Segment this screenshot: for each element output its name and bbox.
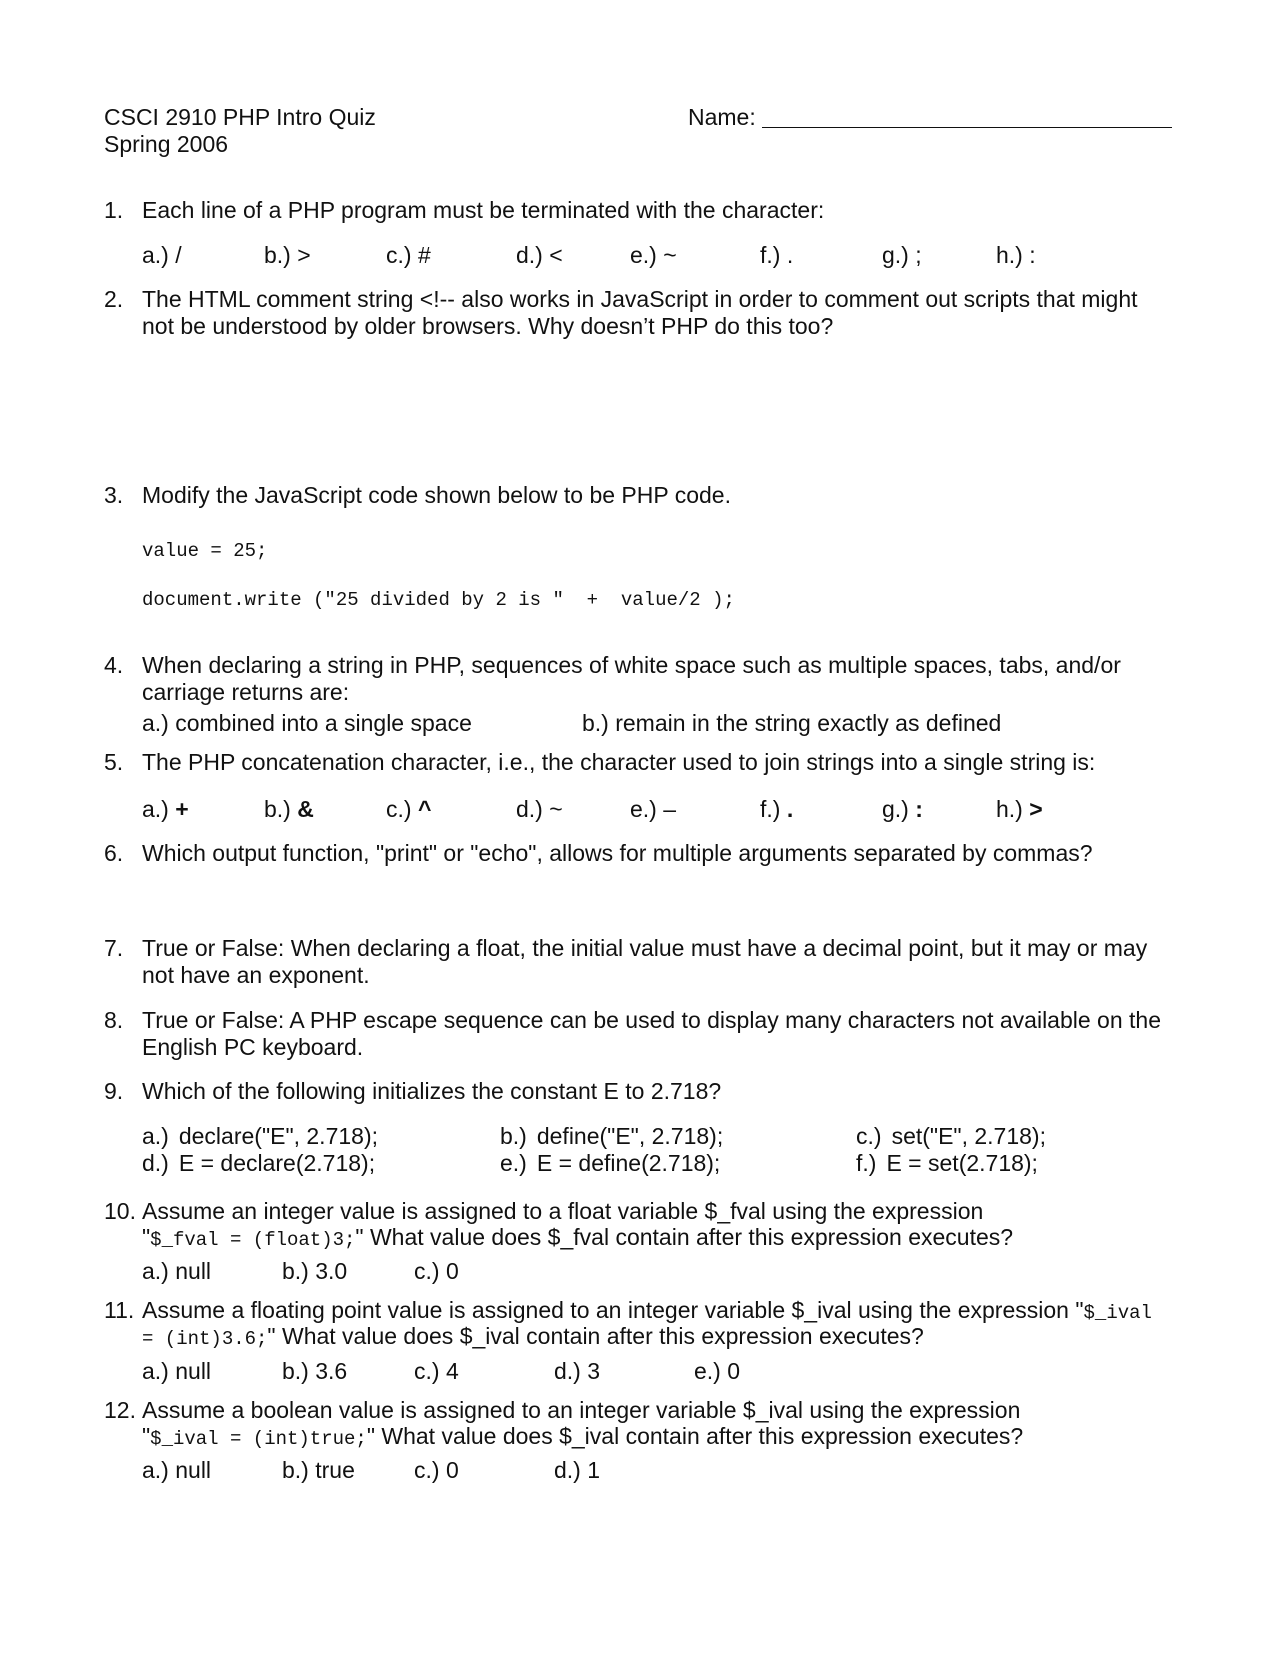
q11-option-d: d.) 3 bbox=[554, 1358, 601, 1384]
q10-line2: "$_fval = (float)3;" What value does $_fval contain after this expression executes? bbox=[142, 1224, 1014, 1251]
q10-option-c: c.) 0 bbox=[414, 1258, 459, 1284]
name-label: Name: bbox=[688, 104, 756, 130]
q10-number: 10. bbox=[104, 1198, 136, 1224]
q2-line1: The HTML comment string <!-- also works in JavaScript in order to comment out scripts that might bbox=[142, 286, 1138, 312]
q1-option-h: h.) : bbox=[996, 242, 1036, 268]
q12-line1: Assume a boolean value is assigned to an integer variable $_ival using the expression bbox=[142, 1397, 1021, 1423]
q8-number: 8. bbox=[104, 1007, 124, 1033]
q10-code: $_fval = (float)3; bbox=[150, 1229, 356, 1251]
q6-number: 6. bbox=[104, 840, 124, 866]
q5-option-c: c.) ^ bbox=[386, 796, 432, 822]
q4-line1: When declaring a string in PHP, sequences of white space such as multiple spaces, tabs, and/or bbox=[142, 652, 1121, 678]
q10-option-a: a.) null bbox=[142, 1258, 212, 1284]
q12-option-d: d.) 1 bbox=[554, 1457, 601, 1483]
q7-line1: True or False: When declaring a float, the initial value must have a decimal point, but it may or may bbox=[142, 935, 1148, 961]
q5-option-a: a.) + bbox=[142, 796, 189, 822]
q11-line2: = (int)3.6;" What value does $_ival contain after this expression executes? bbox=[142, 1323, 924, 1350]
q11-option-c: c.) 4 bbox=[414, 1358, 459, 1384]
q5-number: 5. bbox=[104, 749, 124, 775]
q4-line2: carriage returns are: bbox=[142, 679, 350, 705]
q5-option-b: b.) & bbox=[264, 796, 314, 822]
q12-code: $_ival = (int)true; bbox=[150, 1428, 367, 1450]
q12-option-b: b.) true bbox=[282, 1457, 355, 1483]
q9-option-e: e.) E = define(2.718); bbox=[500, 1150, 721, 1176]
q9-option-d: d.) E = declare(2.718); bbox=[142, 1150, 376, 1176]
q2-number: 2. bbox=[104, 286, 124, 312]
q11-number: 11. bbox=[104, 1297, 135, 1323]
q5-option-f: f.) . bbox=[760, 796, 794, 822]
q8-line2: English PC keyboard. bbox=[142, 1034, 364, 1060]
q1-number: 1. bbox=[104, 197, 124, 223]
q9-number: 9. bbox=[104, 1078, 124, 1104]
q5-option-d: d.) ~ bbox=[516, 796, 563, 822]
q4-option-b: b.) remain in the string exactly as defined bbox=[582, 710, 1002, 736]
term: Spring 2006 bbox=[104, 131, 229, 157]
q9-option-f: f.) E = set(2.718); bbox=[856, 1150, 1038, 1176]
q9-option-c: c.) set("E", 2.718); bbox=[856, 1123, 1046, 1149]
q1-option-b: b.) > bbox=[264, 242, 311, 268]
q9-text: Which of the following initializes the constant E to 2.718? bbox=[142, 1078, 722, 1104]
q11-code: = (int)3.6; bbox=[142, 1328, 268, 1350]
q9-option-b: b.) define("E", 2.718); bbox=[500, 1123, 724, 1149]
q4-number: 4. bbox=[104, 652, 124, 678]
q1-option-f: f.) . bbox=[760, 242, 794, 268]
q3-text: Modify the JavaScript code shown below to be PHP code. bbox=[142, 482, 731, 508]
q1-option-d: d.) < bbox=[516, 242, 563, 268]
q1-option-c: c.) # bbox=[386, 242, 431, 268]
q1-option-e: e.) ~ bbox=[630, 242, 677, 268]
q7-line2: not have an exponent. bbox=[142, 962, 370, 988]
course-title: CSCI 2910 PHP Intro Quiz bbox=[104, 104, 376, 130]
q12-line2: "$_ival = (int)true;" What value does $_ival contain after this expression executes? bbox=[142, 1423, 1024, 1450]
q12-option-c: c.) 0 bbox=[414, 1457, 459, 1483]
q12-option-a: a.) null bbox=[142, 1457, 212, 1483]
q9-option-a: a.) declare("E", 2.718); bbox=[142, 1123, 378, 1149]
q1-text: Each line of a PHP program must be terminated with the character: bbox=[142, 197, 825, 223]
q1-option-a: a.) / bbox=[142, 242, 182, 268]
q5-text: The PHP concatenation character, i.e., the character used to join strings into a single string is: bbox=[142, 749, 1096, 775]
q5-option-g: g.) : bbox=[882, 796, 923, 822]
q10-line1: Assume an integer value is assigned to a float variable $_fval using the expression bbox=[142, 1198, 984, 1224]
q4-option-a: a.) combined into a single space bbox=[142, 710, 472, 736]
q11-option-e: e.) 0 bbox=[694, 1358, 741, 1384]
q7-number: 7. bbox=[104, 935, 124, 961]
q2-line2: not be understood by older browsers. Why doesn’t PHP do this too? bbox=[142, 313, 834, 339]
q11-line1: Assume a floating point value is assigned to an integer variable $_ival using the expression "$_ival bbox=[142, 1297, 1152, 1324]
q6-text: Which output function, "print" or "echo", allows for multiple arguments separated by commas? bbox=[142, 840, 1093, 866]
q5-option-h: h.) > bbox=[996, 796, 1043, 822]
q12-number: 12. bbox=[104, 1397, 136, 1423]
q1-option-g: g.) ; bbox=[882, 242, 922, 268]
q11-option-b: b.) 3.6 bbox=[282, 1358, 348, 1384]
q5-option-e: e.) – bbox=[630, 796, 677, 822]
q3-number: 3. bbox=[104, 482, 124, 508]
q11-option-a: a.) null bbox=[142, 1358, 212, 1384]
q10-option-b: b.) 3.0 bbox=[282, 1258, 348, 1284]
name-blank-line bbox=[762, 127, 1172, 128]
q3-code-line1: value = 25; bbox=[142, 540, 268, 562]
q8-line1: True or False: A PHP escape sequence can be used to display many characters not available on the bbox=[142, 1007, 1161, 1033]
q3-code-line2: document.write ("25 divided by 2 is " + value/2 ); bbox=[142, 589, 735, 611]
